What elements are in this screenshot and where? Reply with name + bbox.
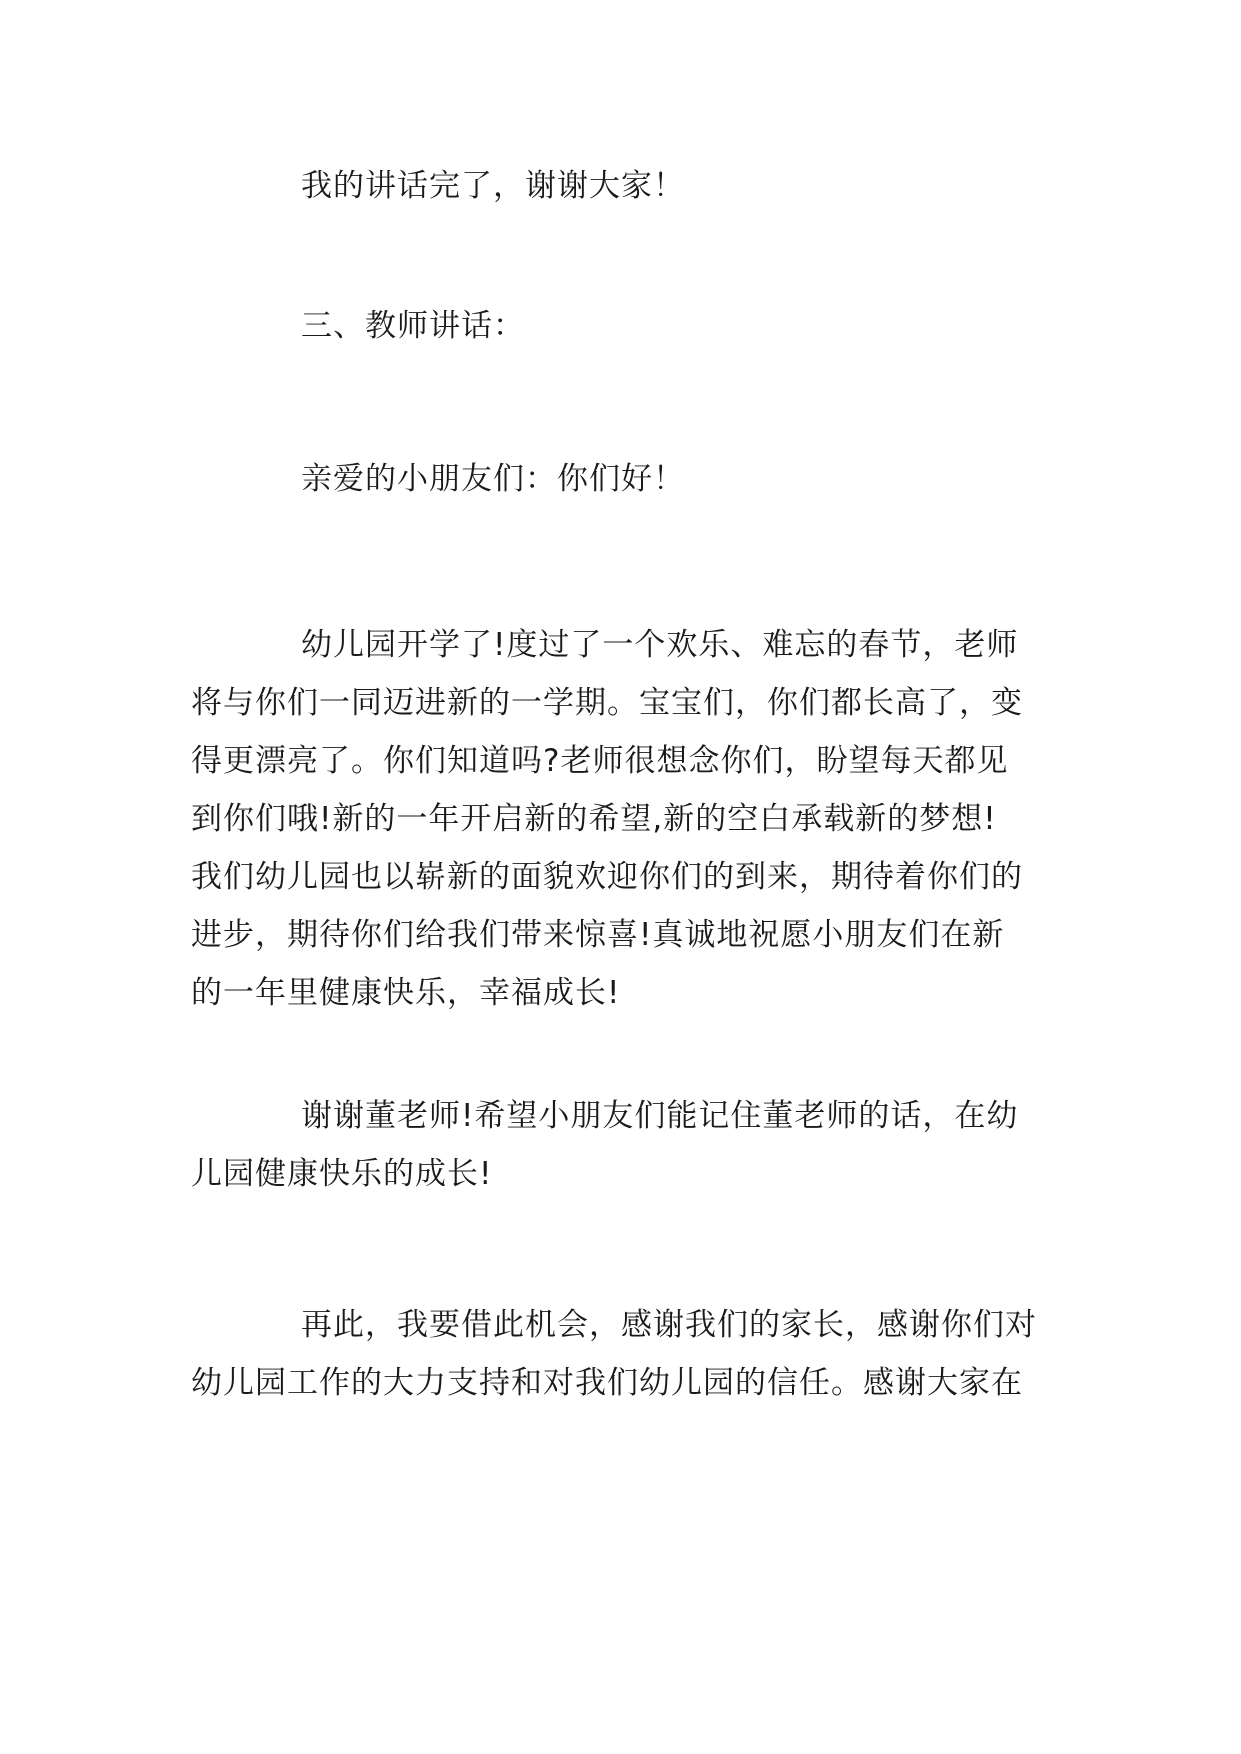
text-line: 幼儿园开学了!度过了一个欢乐、难忘的春节，老师 xyxy=(301,627,1019,663)
text-line: 幼儿园工作的大力支持和对我们幼儿园的信任。感谢大家在 xyxy=(191,1365,1023,1401)
text-line: 我们幼儿园也以崭新的面貌欢迎你们的到来，期待着你们的 xyxy=(191,859,1023,895)
paragraph-teacher-speech xyxy=(191,616,1071,1022)
text-line: 儿园健康快乐的成长! xyxy=(191,1156,493,1192)
text-line: 亲爱的小朋友们：你们好！ xyxy=(301,461,685,497)
text-line: 将与你们一同迈进新的一学期。宝宝们，你们都长高了，变 xyxy=(191,685,1023,721)
text-line: 再此，我要借此机会，感谢我们的家长，感谢你们对 xyxy=(301,1307,1037,1343)
paragraph-thanks-parents xyxy=(191,1296,1071,1412)
text-line: 谢谢董老师!希望小朋友们能记住董老师的话，在幼 xyxy=(301,1098,1019,1134)
paragraph-closing-remark xyxy=(191,157,1071,215)
text-line: 三、教师讲话： xyxy=(301,308,525,344)
text-line: 得更漂亮了。你们知道吗?老师很想念你们，盼望每天都见 xyxy=(191,743,1009,779)
text-line: 我的讲话完了，谢谢大家！ xyxy=(301,168,685,204)
text-line: 进步，期待你们给我们带来惊喜!真诚地祝愿小朋友们在新 xyxy=(191,917,1005,953)
text-line: 的一年里健康快乐，幸福成长! xyxy=(191,975,621,1011)
text-line: 到你们哦!新的一年开启新的希望,新的空白承载新的梦想! xyxy=(191,801,997,837)
paragraph-thanks-teacher xyxy=(191,1087,1071,1203)
section-heading-teacher-speech xyxy=(191,297,1071,355)
paragraph-greeting xyxy=(191,450,1071,508)
